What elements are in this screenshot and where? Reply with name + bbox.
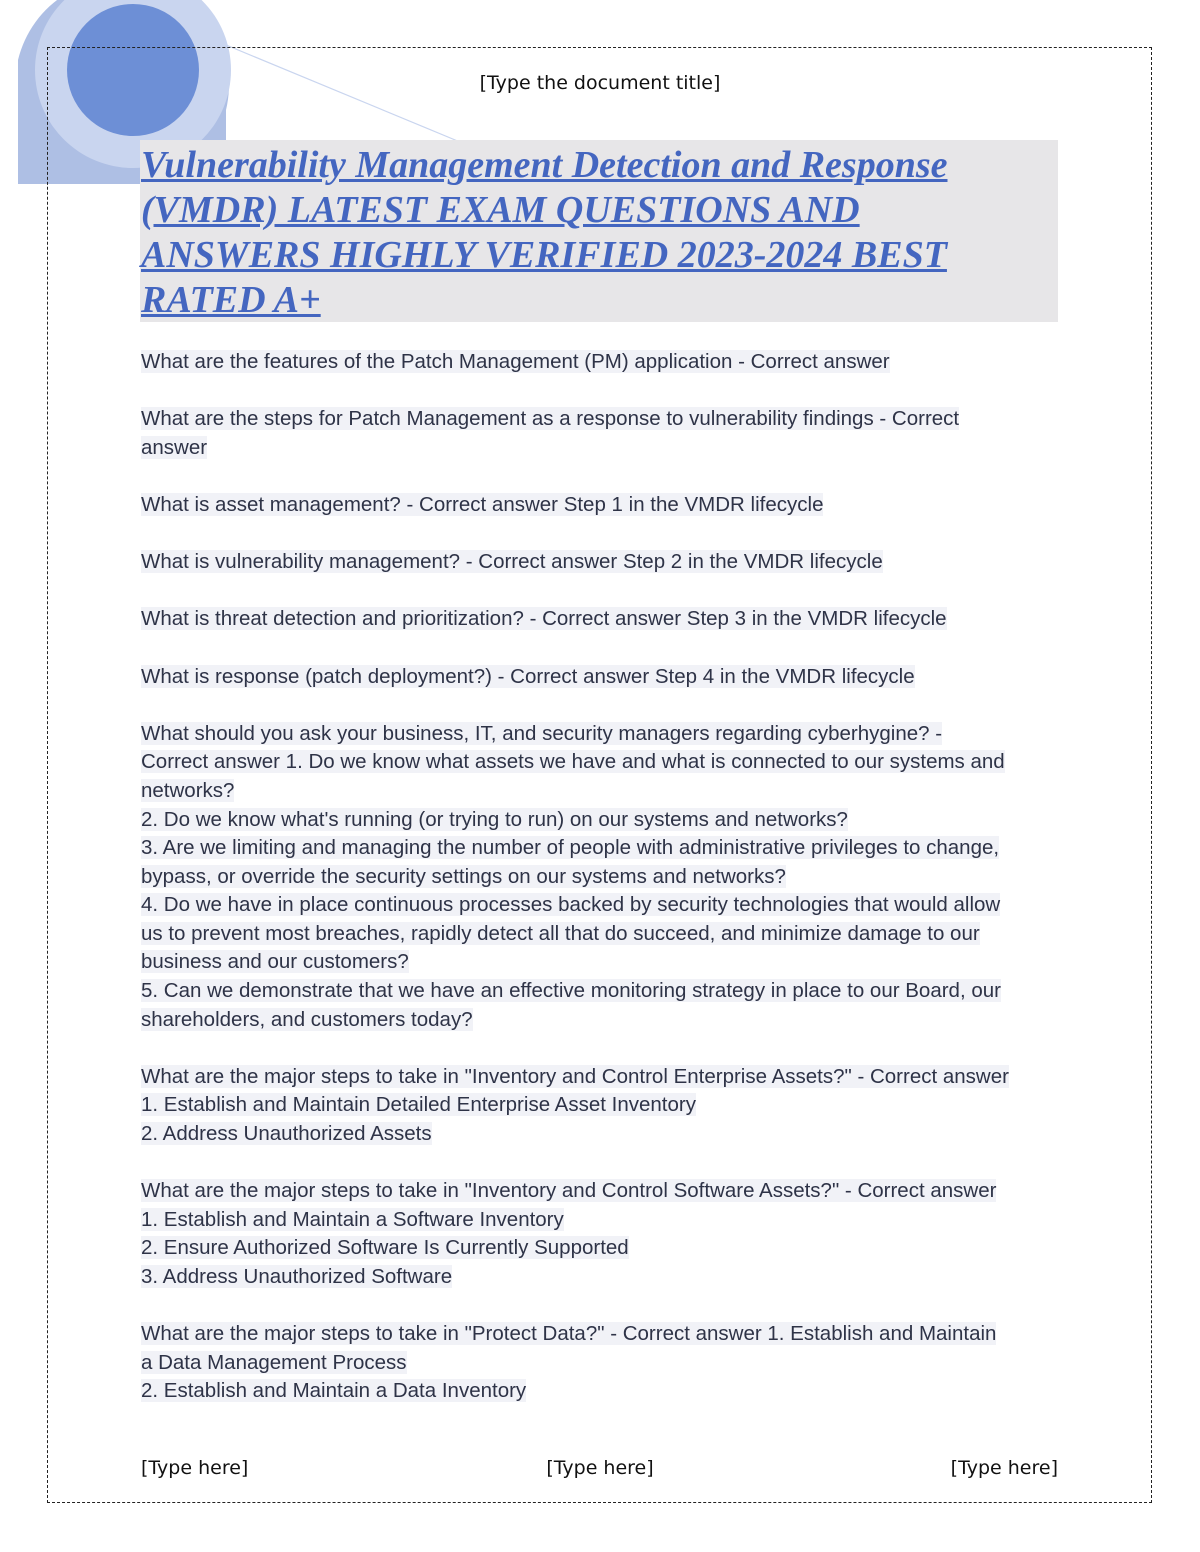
- qa-line: What are the major steps to take in "Inventory and Control Enterprise Assets?" - Correct answer: [141, 1064, 1009, 1088]
- qa-item: [141, 720, 1061, 1035]
- qa-line: us to prevent most breaches, rapidly detect all that do succeed, and minimize damage to our: [141, 921, 980, 945]
- qa-line: What are the major steps to take in "Inventory and Control Software Assets?" - Correct answer: [141, 1179, 997, 1203]
- document-title-placeholder[interactable]: [Type the document title]: [479, 72, 721, 94]
- document-heading: [141, 143, 1041, 323]
- heading-line: ANSWERS HIGHLY VERIFIED 2023-2024 BEST: [141, 234, 947, 276]
- qa-item: [141, 491, 1061, 520]
- qa-line: 1. Establish and Maintain a Software Inventory: [141, 1207, 564, 1231]
- qa-item: [141, 605, 1061, 634]
- qa-line: 3. Are we limiting and managing the number of people with administrative privileges to change,: [141, 836, 1000, 860]
- footer-right-placeholder[interactable]: [Type here]: [950, 1457, 1058, 1479]
- qa-line: 5. Can we demonstrate that we have an effective monitoring strategy in place to our Board, our: [141, 979, 1001, 1003]
- qa-line: What is asset management? - Correct answer Step 1 in the VMDR lifecycle: [141, 492, 824, 516]
- qa-line: 3. Address Unauthorized Software: [141, 1265, 453, 1288]
- qa-line: 4. Do we have in place continuous processes backed by security technologies that would allow: [141, 893, 1001, 917]
- qa-item: [141, 1177, 1061, 1291]
- qa-item: [141, 548, 1061, 577]
- qa-item: [141, 1320, 1061, 1406]
- qa-line: What is vulnerability management? - Correct answer Step 2 in the VMDR lifecycle: [141, 550, 883, 574]
- qa-item: [141, 1063, 1061, 1149]
- qa-line: What are the steps for Patch Management as a response to vulnerability findings - Correct: [141, 407, 960, 431]
- qa-line: 2. Do we know what's running (or trying to run) on our systems and networks?: [141, 807, 848, 831]
- footer-left-placeholder[interactable]: [Type here]: [141, 1457, 249, 1479]
- qa-line: answer: [141, 435, 208, 459]
- qa-line: What is response (patch deployment?) - Correct answer Step 4 in the VMDR lifecycle: [141, 664, 915, 688]
- heading-line: RATED A+: [141, 279, 321, 321]
- qa-line: a Data Management Process: [141, 1350, 407, 1374]
- qa-line: 2. Establish and Maintain a Data Inventory: [141, 1379, 527, 1403]
- qa-line: 2. Ensure Authorized Software Is Currently Supported: [141, 1236, 629, 1260]
- qa-item: [141, 348, 1061, 377]
- qa-line: business and our customers?: [141, 950, 409, 974]
- qa-line: bypass, or override the security settings on our systems and networks?: [141, 864, 786, 888]
- qa-line: shareholders, and customers today?: [141, 1007, 473, 1031]
- qa-line: 1. Establish and Maintain Detailed Enterprise Asset Inventory: [141, 1093, 696, 1117]
- heading-line: Vulnerability Management Detection and Response: [141, 144, 948, 186]
- qa-line: What are the features of the Patch Management (PM) application - Correct answer: [141, 350, 890, 373]
- footer-center-placeholder[interactable]: [Type here]: [546, 1457, 654, 1479]
- qa-line: 2. Address Unauthorized Assets: [141, 1122, 432, 1146]
- qa-list: [141, 348, 1061, 1435]
- qa-item: [141, 405, 1061, 462]
- qa-line: networks?: [141, 778, 235, 802]
- heading-line: (VMDR) LATEST EXAM QUESTIONS AND: [141, 189, 860, 231]
- qa-item: [141, 663, 1061, 692]
- qa-line: What is threat detection and prioritization? - Correct answer Step 3 in the VMDR lifecycle: [141, 607, 947, 631]
- qa-line: What should you ask your business, IT, and security managers regarding cyberhygine? -: [141, 721, 943, 745]
- qa-line: What are the major steps to take in "Protect Data?" - Correct answer 1. Establish and Maintain: [141, 1322, 997, 1346]
- qa-line: Correct answer 1. Do we know what assets we have and what is connected to our systems and: [141, 750, 1005, 774]
